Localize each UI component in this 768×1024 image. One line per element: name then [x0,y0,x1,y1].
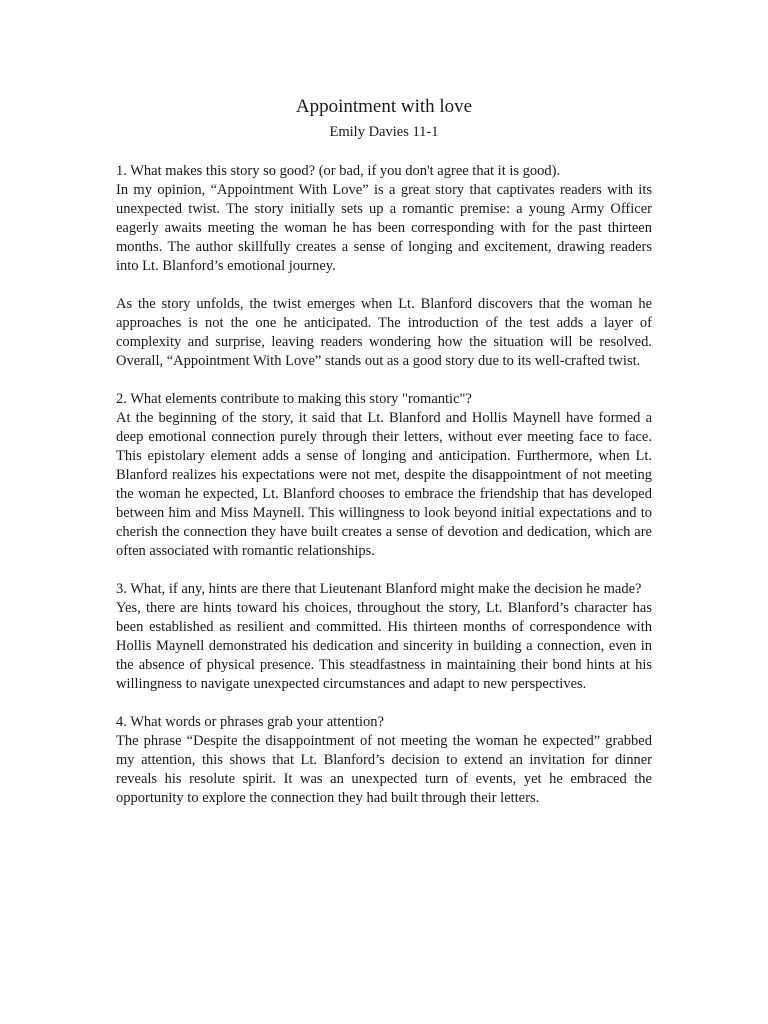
section-1 [116,162,652,371]
author-line: Emily Davies 11-1 [329,124,439,140]
section-spacer [116,371,652,390]
answer-2-paragraph-1: At the beginning of the story, it said that Lt. Blanford and Hollis Maynell have formed a deep emotional connection purely through their letters, without ever meeting face to face. This epistolary element adds a sense of longing and anticipation. Furthermore, when Lt. Blanford realizes his expectations were not met, despite the disappointment of not meeting the woman he expected, Lt. Blanford chooses to embrace the friendship that has developed between him and Miss Maynell. This willingness to look beyond initial expectations and to cherish the connection they have built creates a sense of devotion and dedication, which are often associated with romantic relationships. [116,410,652,559]
answer-1-paragraph-1: In my opinion, “Appointment With Love” is a great story that captivates readers with its unexpected twist. The story initially sets up a romantic premise: a young Army Officer eagerly awaits meeting the woman he has been corresponding with for the past thirteen months. The author skillfully creates a sense of longing and excitement, drawing readers into Lt. Blanford’s emotional journey. [116,182,652,274]
section-3 [116,580,652,694]
section-spacer [116,694,652,713]
paragraph-spacer [116,276,652,295]
answer-4-paragraph-1: The phrase “Despite the disappointment of not meeting the woman he expected” grabbed my attention, this shows that Lt. Blanford’s decision to extend an invitation for dinner reveals his resolute spirit. It was an unexpected turn of events, yet he embraced the opportunity to explore the connection they had built through their letters. [116,733,652,806]
question-2: 2. What elements contribute to making this story "romantic"? [116,391,472,407]
question-1: 1. What makes this story so good? (or bad, if you don't agree that it is good). [116,163,561,179]
question-3: 3. What, if any, hints are there that Lieutenant Blanford might make the decision he made? [116,581,642,597]
question-4: 4. What words or phrases grab your attention? [116,714,384,730]
section-4 [116,713,652,808]
section-spacer [116,561,652,580]
answer-3-paragraph-1: Yes, there are hints toward his choices, throughout the story, Lt. Blanford’s character has been established as resilient and committed. His thirteen months of correspondence with Hollis Maynell demonstrated his dedication and sincerity in building a connection, even in the absence of physical presence. This steadfastness in maintaining their bond hints at his willingness to navigate unexpected circumstances and adapt to new perspectives. [116,600,652,692]
section-2 [116,390,652,561]
document-title: Appointment with love [295,96,473,117]
document-page [116,94,652,808]
answer-1-paragraph-2: As the story unfolds, the twist emerges when Lt. Blanford discovers that the woman he approaches is not the one he anticipated. The introduction of the test adds a layer of complexity and surprise, leaving readers wondering how the situation will be resolved. Overall, “Appointment With Love” stands out as a good story due to its well-crafted twist. [116,296,652,369]
